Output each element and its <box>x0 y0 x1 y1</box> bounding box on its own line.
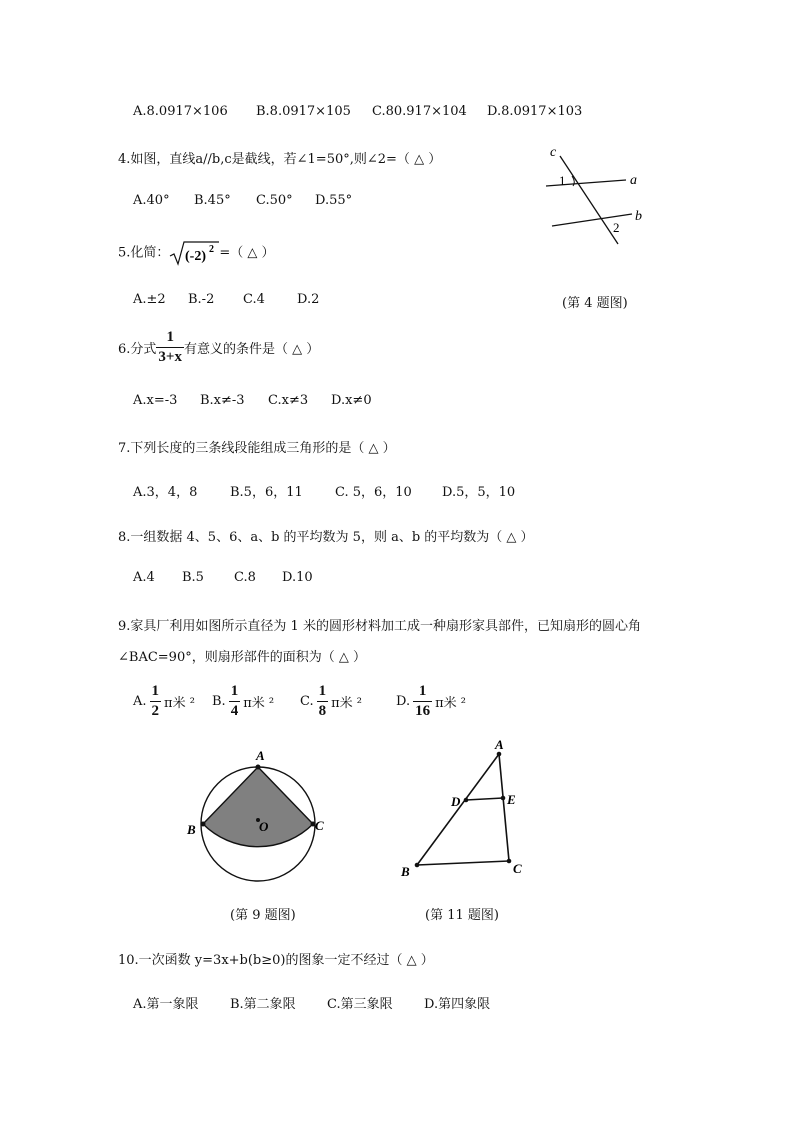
q10-option-a: A.第一象限 <box>133 997 199 1012</box>
q5-sqrt-expression <box>169 240 219 266</box>
q5-suffix: =（ △ ） <box>219 245 275 261</box>
label-b: B <box>401 864 410 879</box>
side-ac <box>499 754 509 861</box>
q5-radicand: (-2) <box>185 249 207 264</box>
q4-figure-caption: (第 4 题图) <box>562 296 628 311</box>
q6-option-b: B.x≠-3 <box>200 393 245 408</box>
q8-option-a: A.4 <box>133 570 155 585</box>
q8-option-c: C.8 <box>234 570 256 585</box>
q9-option-a-num: 1 <box>151 683 160 699</box>
label-c: c <box>550 145 557 160</box>
q6-suffix: 有意义的条件是（ △ ） <box>183 342 320 357</box>
q5-question <box>118 240 275 266</box>
q8-option-d: D.10 <box>282 570 313 585</box>
q9-option-c-unit: π米 ² <box>331 696 363 711</box>
label-c: C <box>513 861 522 876</box>
q6-numerator: 1 <box>166 329 174 345</box>
q3-option-a: A.8.0917×106 <box>133 104 228 119</box>
q7-option-d: D.5，5，10 <box>442 485 516 500</box>
q7-option-c: C. 5，6，10 <box>335 485 412 500</box>
q5-option-d: D.2 <box>297 292 320 307</box>
label-angle-1: 1 <box>559 173 566 188</box>
q10-option-b: B.第二象限 <box>230 997 296 1012</box>
q4-option-d: D.55° <box>315 193 353 208</box>
label-a: A <box>256 748 265 763</box>
q6-option-a: A.x=-3 <box>133 393 178 408</box>
q10-question-text: 10.一次函数 y=3x+b(b≥0)的图象一定不经过（ △ ） <box>118 953 434 968</box>
sector-shaded <box>203 767 313 847</box>
label-b: B <box>187 822 196 837</box>
q9-figure-caption: (第 9 题图) <box>230 908 296 923</box>
q9-option-c-letter: C. <box>300 694 314 709</box>
q9-option-a-unit: π米 ² <box>164 696 195 711</box>
q8-question-text: 8.一组数据 4、5、6、a、b 的平均数为 5，则 a、b 的平均数为（ △ ） <box>118 530 534 545</box>
label-o: O <box>259 819 269 834</box>
side-ab <box>417 754 499 865</box>
q9-option-d-unit: π米 ² <box>435 696 466 711</box>
q10-option-d: D.第四象限 <box>424 997 491 1012</box>
q10-option-c: C.第三象限 <box>327 997 393 1012</box>
q4-option-b: B.45° <box>194 193 231 208</box>
q7-question-text: 7.下列长度的三条线段能组成三角形的是（ △ ） <box>118 441 396 456</box>
label-a: a <box>630 173 637 188</box>
sqrt-symbol-icon <box>169 240 219 266</box>
q5-exponent: 2 <box>209 244 215 255</box>
q9-option-c-fraction <box>317 684 329 719</box>
q9-option-c-num: 1 <box>318 683 327 699</box>
label-c: C <box>315 818 324 833</box>
side-bc <box>417 861 509 865</box>
q11-triangle-figure <box>395 730 535 885</box>
q9-option-a-fraction <box>150 684 162 719</box>
q6-option-c: C.x≠3 <box>268 393 309 408</box>
q6-question <box>118 330 319 365</box>
q9-option-b-num: 1 <box>230 683 239 699</box>
q7-option-a: A.3，4，8 <box>133 485 198 500</box>
q8-option-b: B.5 <box>182 570 204 585</box>
q5-prefix: 5.化简： <box>118 245 170 261</box>
label-angle-2: 2 <box>613 220 620 235</box>
q3-option-b: B.8.0917×105 <box>256 104 351 119</box>
q9-option-c-den: 8 <box>318 703 327 719</box>
q6-option-d: D.x≠0 <box>331 393 372 408</box>
line-a <box>546 180 626 186</box>
q9-circle-sector-figure <box>180 740 340 900</box>
point-c <box>507 859 512 864</box>
q3-option-c: C.80.917×104 <box>372 104 467 119</box>
q7-option-b: B.5，6，11 <box>230 485 303 500</box>
label-b: b <box>635 209 642 224</box>
q5-option-a: A.±2 <box>133 292 166 307</box>
q9-option-d-letter: D. <box>396 694 411 709</box>
q9-option-b-fraction <box>229 684 241 719</box>
q9-question-line1: 9.家具厂利用如图所示直径为 1 米的圆形材料加工成一种扇形家具部件，已知扇形的圆心角 <box>118 619 641 634</box>
q9-option-a-den: 2 <box>151 703 160 719</box>
point-a <box>256 765 261 770</box>
q4-parallel-lines-figure <box>540 140 650 250</box>
q9-option-a <box>133 684 195 719</box>
point-a <box>497 752 502 757</box>
q9-option-d-num: 1 <box>418 683 427 699</box>
label-d: D <box>451 794 461 809</box>
q4-option-c: C.50° <box>256 193 293 208</box>
q11-figure-caption: (第 11 题图) <box>425 908 499 923</box>
q9-option-c <box>300 684 362 719</box>
q9-option-b <box>212 684 274 719</box>
q5-option-b: B.-2 <box>188 292 215 307</box>
q9-option-b-letter: B. <box>212 694 226 709</box>
q9-option-d-fraction <box>413 684 432 719</box>
q9-option-a-letter: A. <box>133 694 147 709</box>
q9-question-line2: ∠BAC=90°，则扇形部件的面积为（ △ ） <box>118 650 366 665</box>
q4-option-a: A.40° <box>133 193 170 208</box>
segment-de <box>466 798 503 800</box>
point-b <box>201 822 206 827</box>
line-b <box>552 214 632 226</box>
point-b <box>415 863 420 868</box>
line-c-transversal <box>560 156 618 244</box>
point-d <box>464 798 469 803</box>
label-e: E <box>507 792 516 807</box>
q9-option-d-den: 16 <box>415 703 431 719</box>
q4-question-text: 4.如图，直线a//b,c是截线，若∠1=50°,则∠2=（ △ ） <box>118 152 442 167</box>
q9-option-b-den: 4 <box>230 703 239 719</box>
label-a: A <box>495 737 504 752</box>
q6-fraction <box>156 330 184 365</box>
q6-prefix: 6.分式 <box>118 342 157 357</box>
point-e <box>501 796 506 801</box>
q9-option-d <box>396 684 466 719</box>
q6-denominator: 3+x <box>158 349 182 365</box>
q9-option-b-unit: π米 ² <box>243 696 275 711</box>
q5-option-c: C.4 <box>243 292 265 307</box>
q3-option-d: D.8.0917×103 <box>487 104 583 119</box>
